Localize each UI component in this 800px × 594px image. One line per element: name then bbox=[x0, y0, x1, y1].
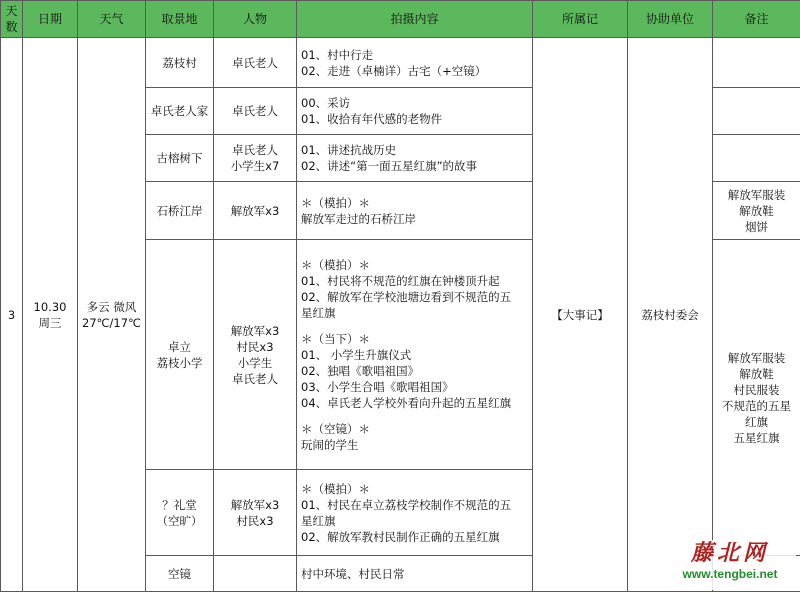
location-cell: 古榕树下 bbox=[146, 135, 214, 182]
spacer bbox=[301, 321, 528, 331]
people-cell: 解放军x3 村民x3 bbox=[214, 470, 297, 556]
location-cell: ？礼堂 （空旷） bbox=[146, 470, 214, 556]
people-cell: 解放军x3 bbox=[214, 182, 297, 240]
people-cell: 解放军x3 村民x3 小学生 卓氏老人 bbox=[214, 240, 297, 470]
weather-condition: 多云 微风 bbox=[86, 299, 137, 314]
location-cell: 卓立 荔枝小学 bbox=[146, 240, 214, 470]
weather-temperature: 27℃/17℃ bbox=[82, 315, 141, 330]
people-cell: 卓氏老人 bbox=[214, 38, 297, 88]
location-cell: 空镜 bbox=[146, 556, 214, 592]
header-row bbox=[1, 1, 800, 38]
notes-cell bbox=[713, 88, 800, 135]
date-cell bbox=[23, 38, 78, 592]
content-cell: ＊（模拍）＊ 解放军走过的石桥江岸 bbox=[297, 182, 533, 240]
date-value: 10.30 bbox=[33, 299, 67, 314]
content-cell: 01、村中行走 02、走进（卓楠详）古宅（+空镜） bbox=[297, 38, 533, 88]
belongs-cell: 【大事记】 bbox=[533, 38, 628, 592]
header-content: 拍摄内容 bbox=[297, 1, 533, 38]
header-assist: 协助单位 bbox=[628, 1, 713, 38]
watermark-url: www.tengbei.net bbox=[682, 567, 778, 581]
location-cell: 卓氏老人家 bbox=[146, 88, 214, 135]
notes-cell bbox=[713, 135, 800, 182]
content-cell: ＊（模拍）＊ 01、村民在卓立荔枝学校制作不规范的五 星红旗 02、解放军教村民制作正确的五星红旗 bbox=[297, 470, 533, 556]
day-cell: 3 bbox=[1, 38, 23, 592]
header-location: 取景地 bbox=[146, 1, 214, 38]
notes-cell: 解放军服装 解放鞋 村民服装 不规范的五星 红旗 五星红旗 bbox=[713, 240, 800, 556]
people-cell: 卓氏老人 bbox=[214, 88, 297, 135]
header-notes: 备注 bbox=[713, 1, 800, 38]
content-cell: 00、采访 01、收拾有年代感的老物件 bbox=[297, 88, 533, 135]
watermark-name: 藤北网 bbox=[690, 540, 769, 566]
people-cell: 卓氏老人 小学生x7 bbox=[214, 135, 297, 182]
watermark-logo bbox=[664, 540, 796, 590]
table-row bbox=[1, 38, 800, 88]
content-cell: 01、讲述抗战历史 02、讲述“第一面五星红旗”的故事 bbox=[297, 135, 533, 182]
header-people: 人物 bbox=[214, 1, 297, 38]
assist-unit-cell: 荔枝村委会 bbox=[628, 38, 713, 592]
header-belongs: 所属记 bbox=[533, 1, 628, 38]
people-cell bbox=[214, 556, 297, 592]
weekday-value: 周三 bbox=[38, 315, 62, 330]
spacer bbox=[301, 411, 528, 421]
location-cell: 石桥江岸 bbox=[146, 182, 214, 240]
content-cell: ＊（模拍）＊ 01、村民将不规范的红旗在钟楼顶升起 02、解放军在学校池塘边看到不规范的五 星红旗 ＊（当下）＊ 01、 小学生升旗仪式 02、独唱《歌唱祖国》 03、小学生合唱《歌唱祖国》 04、卓氏老人学校外看向升起的五星红旗 ＊（空镜）＊ 玩闹的学生 bbox=[297, 240, 533, 470]
header-date: 日期 bbox=[23, 1, 78, 38]
header-day: 天数 bbox=[1, 1, 23, 38]
notes-cell: 解放军服装 解放鞋 烟饼 bbox=[713, 182, 800, 240]
content-cell: 村中环境、村民日常 bbox=[297, 556, 533, 592]
location-cell: 荔枝村 bbox=[146, 38, 214, 88]
weather-cell bbox=[78, 38, 146, 592]
notes-cell bbox=[713, 38, 800, 88]
header-weather: 天气 bbox=[78, 1, 146, 38]
